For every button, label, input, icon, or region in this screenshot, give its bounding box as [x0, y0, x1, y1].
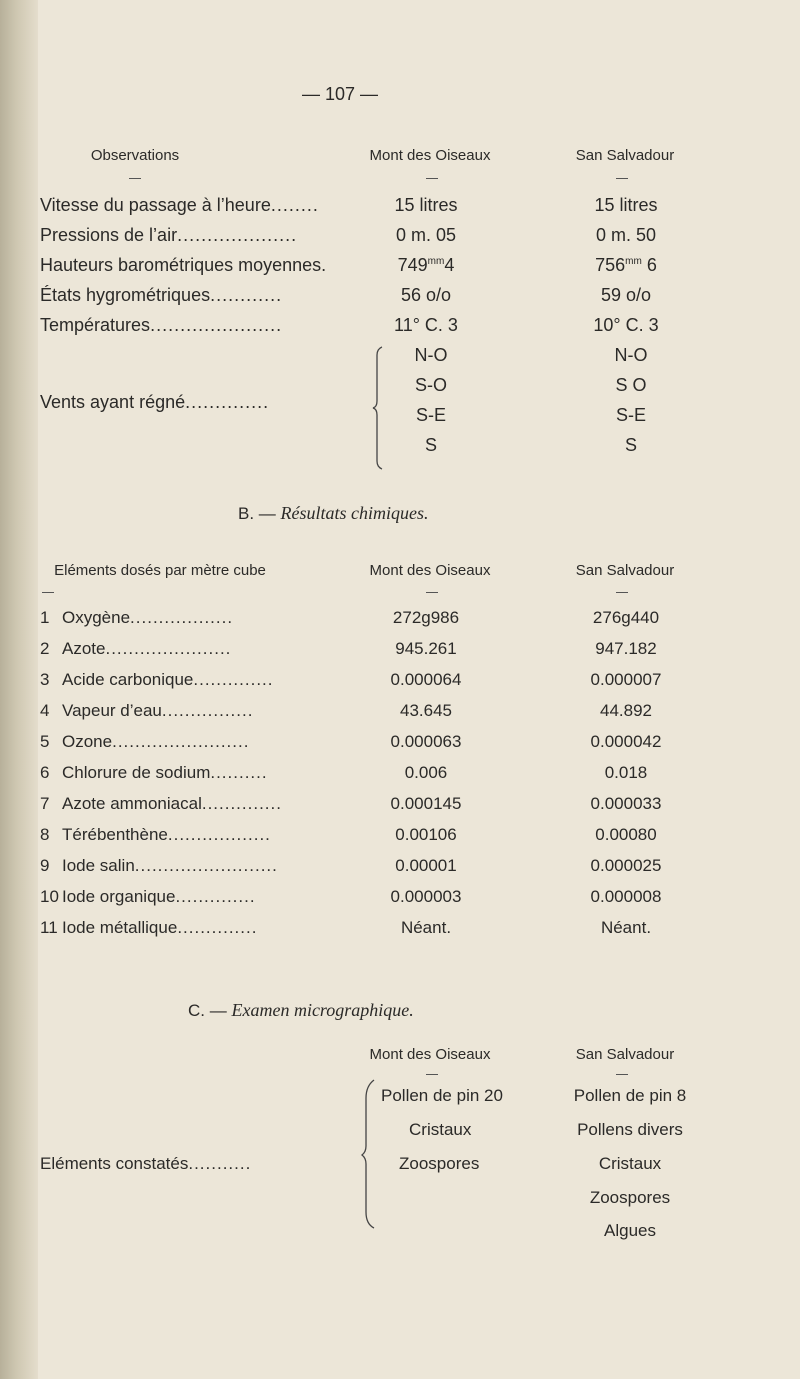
header-rule: [616, 1074, 628, 1075]
winds-label: Vents ayant régné..............: [40, 392, 270, 412]
table-row-label: États hygrométriques............: [40, 285, 283, 305]
header-rule: [426, 1074, 438, 1075]
table-row: 8 Térébenthène..................: [40, 825, 271, 844]
wind-value: N-O: [414, 345, 448, 365]
table-row-label: Vitesse du passage à l’heure........: [40, 195, 319, 215]
table-cell: Néant.: [400, 918, 452, 937]
micro-element: Pollens divers: [577, 1120, 683, 1139]
table-cell: 44.892: [600, 701, 652, 720]
table-cell: 15 litres: [594, 195, 658, 215]
table-row: 6 Chlorure de sodium..........: [40, 763, 268, 782]
table-row: 9 Iode salin.........................: [40, 856, 278, 875]
table-row: 10 Iode organique..............: [40, 887, 256, 906]
table-row: 7 Azote ammoniacal..............: [40, 794, 282, 813]
header-san-salvadour: San Salvadour: [575, 1046, 675, 1063]
table-cell: $756^{mm}$ 6: [595, 255, 657, 275]
wind-value: S-E: [415, 405, 446, 425]
micro-element: Algues: [604, 1221, 656, 1240]
table-row-label: Pressions de l’air....................: [40, 225, 298, 245]
micro-element: Zoospores: [589, 1188, 671, 1207]
table-cell: 0.000003: [390, 887, 462, 906]
table-row-label: Températures......................: [40, 315, 283, 335]
header-observations: Observations: [90, 147, 180, 164]
wind-value: N-O: [614, 345, 648, 365]
table-cell: 0.000007: [590, 670, 662, 689]
table-cell: 0 m. 50: [595, 225, 657, 245]
page-number: — 107 —: [301, 84, 379, 104]
micro-element: Pollen de pin 20: [381, 1086, 503, 1105]
wind-value: S O: [615, 375, 647, 395]
elements-constates-label: Eléments constatés...........: [40, 1154, 252, 1173]
table-cell: 0.000025: [590, 856, 662, 875]
wind-value: S-O: [414, 375, 447, 395]
table-cell: 0.000008: [590, 887, 662, 906]
table-cell: 272g986: [392, 608, 460, 627]
table-row: 11 Iode métallique..............: [40, 918, 258, 937]
header-rule: [426, 592, 438, 593]
table-cell: Néant.: [600, 918, 652, 937]
table-cell: 43.645: [400, 701, 452, 720]
table-cell: 0.000064: [390, 670, 462, 689]
table-cell: 947.182: [595, 639, 657, 658]
section-c-title: C. — Examen micrographique.: [188, 1000, 414, 1020]
table-row: 3 Acide carbonique..............: [40, 670, 274, 689]
table-cell: 0.00001: [395, 856, 457, 875]
table-cell: 56 o/o: [400, 285, 452, 305]
table-cell: 0.000145: [390, 794, 462, 813]
table-cell: 0.006: [404, 763, 448, 782]
table-cell: 11° C. 3: [394, 315, 458, 335]
table-cell: 0.00106: [395, 825, 457, 844]
header-elements-doses: Eléments dosés par mètre cube: [54, 562, 266, 579]
header-mont-des-oiseaux: Mont des Oiseaux: [369, 562, 491, 579]
table-cell: 0.018: [604, 763, 648, 782]
table-cell: 15 litres: [394, 195, 458, 215]
table-cell: 276g440: [592, 608, 660, 627]
wind-value: S: [624, 435, 637, 455]
header-san-salvadour: San Salvadour: [575, 562, 675, 579]
table-cell: 945.261: [395, 639, 457, 658]
header-san-salvadour: San Salvadour: [575, 147, 675, 164]
micro-element: Pollen de pin 8: [573, 1086, 687, 1105]
table-row: 5 Ozone........................: [40, 732, 250, 751]
header-mont-des-oiseaux: Mont des Oiseaux: [369, 147, 491, 164]
header-mont-des-oiseaux: Mont des Oiseaux: [369, 1046, 491, 1063]
table-cell: $749^{mm}4$: [397, 255, 455, 275]
table-cell: 10° C. 3: [593, 315, 659, 335]
micro-element: Cristaux: [409, 1120, 472, 1139]
table-cell: 0.000033: [590, 794, 662, 813]
header-rule: [426, 178, 438, 179]
micro-element: Cristaux: [598, 1154, 662, 1173]
header-rule: [616, 592, 628, 593]
table-row: 2 Azote......................: [40, 639, 232, 658]
table-cell: 0.000063: [390, 732, 462, 751]
header-rule: [616, 178, 628, 179]
header-rule: [129, 178, 141, 179]
table-cell: 0.000042: [590, 732, 662, 751]
table-row: 4 Vapeur d’eau................: [40, 701, 254, 720]
table-cell: 59 o/o: [600, 285, 652, 305]
micro-element: Zoospores: [399, 1154, 480, 1173]
header-rule: [42, 592, 54, 593]
table-row: 1 Oxygène..................: [40, 608, 234, 627]
table-cell: 0 m. 05: [395, 225, 457, 245]
section-b-title: B. — Résultats chimiques.: [238, 503, 429, 523]
brace-icon: [360, 1078, 376, 1230]
wind-value: S: [424, 435, 437, 455]
table-cell: 0.00080: [595, 825, 657, 844]
wind-value: S-E: [615, 405, 646, 425]
table-row-label: Hauteurs barométriques moyennes.: [40, 255, 327, 275]
